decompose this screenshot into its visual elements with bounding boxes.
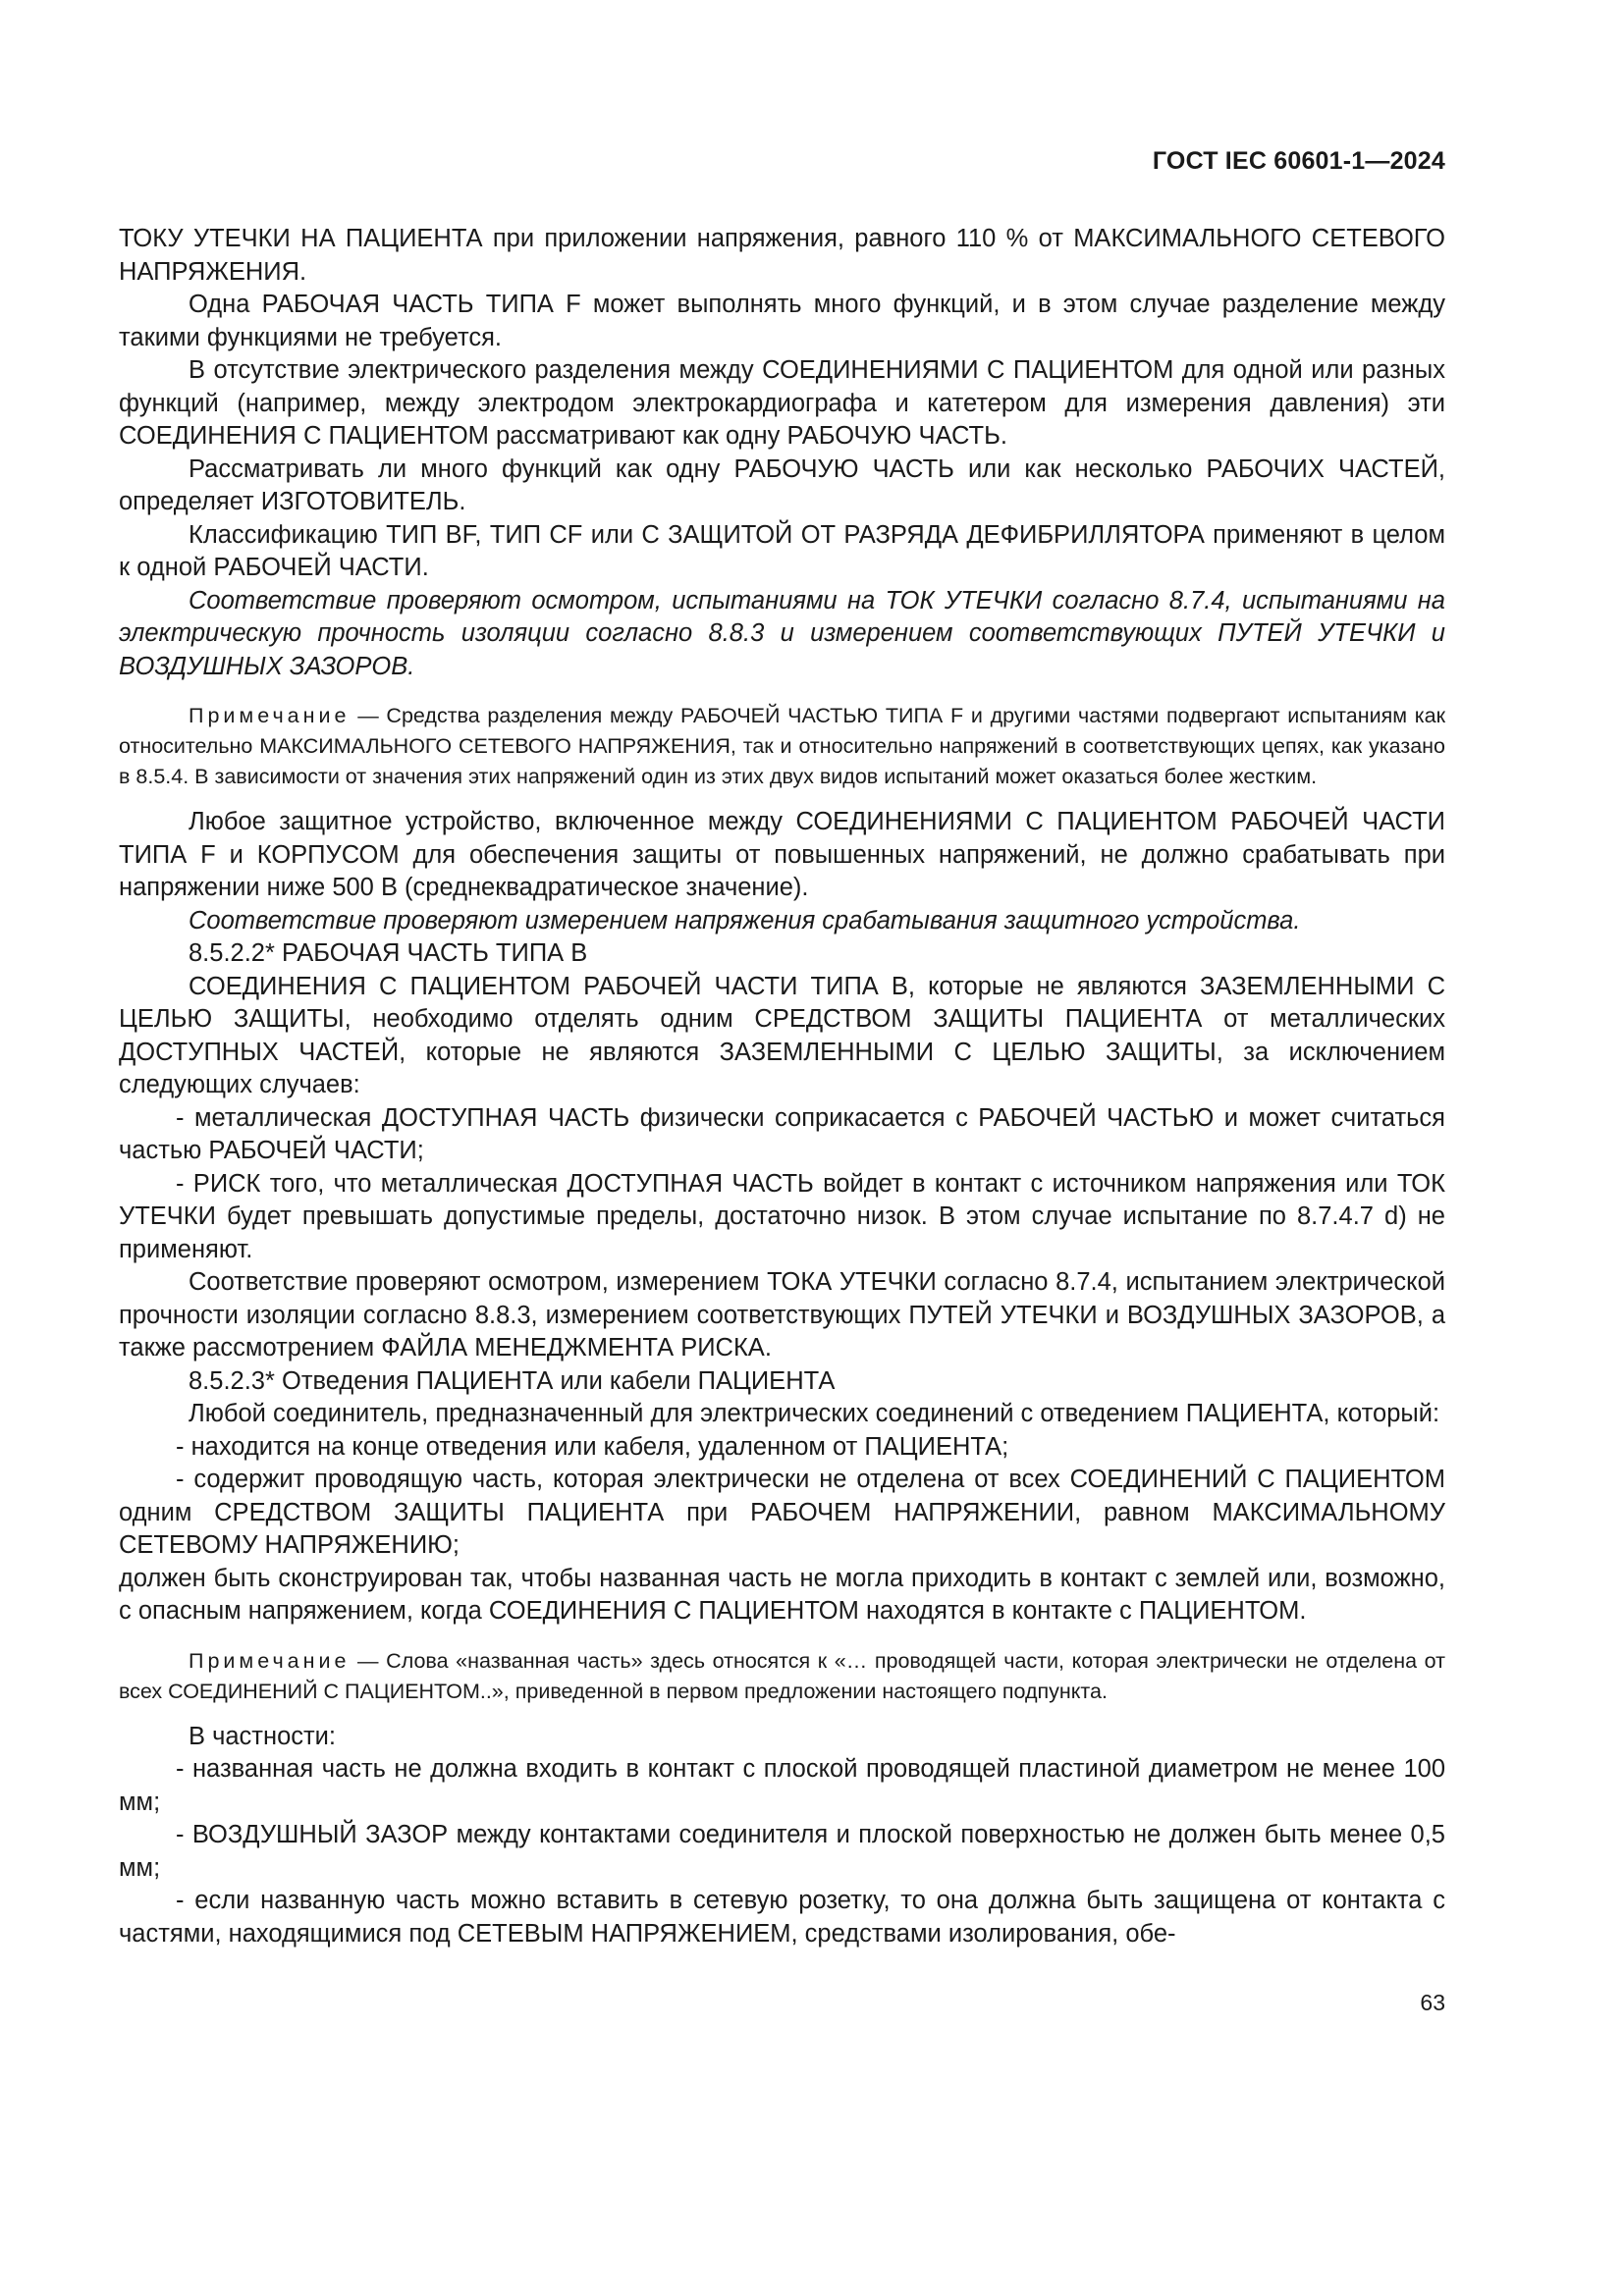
paragraph: Классификацию ТИП BF, ТИП CF или С ЗАЩИТОЙ ОТ РАЗРЯДА ДЕФИБРИЛЛЯТОРА применяют в целом к одной РАБОЧЕЙ ЧАСТИ. [119,520,1445,581]
list-item: - металлическая ДОСТУПНАЯ ЧАСТЬ физически соприкасается с РАБОЧЕЙ ЧАСТЬЮ и может считаться частью РАБОЧЕЙ ЧАСТИ; [119,1103,1445,1164]
list-item: - если названную часть можно вставить в сетевую розетку, то она должна быть защищена от контакта с частями, находящимися под СЕТЕВЫМ НАПРЯЖЕНИЕМ, средствами изолирования, обе- [119,1887,1445,1948]
paragraph: Одна РАБОЧАЯ ЧАСТЬ ТИПА F может выполнять много функций, и в этом случае разделение между такими функциями не требуется. [119,291,1445,351]
paragraph: Рассматривать ли много функций как одну РАБОЧУЮ ЧАСТЬ или как несколько РАБОЧИХ ЧАСТЕЙ, определяет ИЗГОТОВИТЕЛЬ. [119,454,1445,515]
list-item: - названная часть не должна входить в контакт с плоской проводящей пластиной диаметром не менее 100 мм; [119,1755,1445,1816]
paragraph: Соответствие проверяют осмотром, измерением ТОКА УТЕЧКИ согласно 8.7.4, испытанием электрической прочности изоляции согласно 8.8.3, измерением соответствующих ПУТЕЙ УТЕЧКИ и ВОЗДУШНЫХ ЗАЗОРОВ, а также рассмотрением ФАЙЛА МЕНЕДЖМЕНТА РИСКА. [119,1268,1445,1362]
list-item: - ВОЗДУШНЫЙ ЗАЗОР между контактами соединителя и плоской поверхностью не должен быть менее 0,5 мм; [119,1821,1445,1882]
list-item: - содержит проводящую часть, которая электрически не отделена от всех СОЕДИНЕНИЙ С ПАЦИЕНТОМ одним СРЕДСТВОМ ЗАЩИТЫ ПАЦИЕНТА при РАБОЧЕМ НАПРЯЖЕНИИ, равном МАКСИМАЛЬНОМУ СЕТЕВОМУ НАПРЯЖЕНИЮ; [119,1466,1445,1559]
note-label: Примечание [189,1648,351,1673]
page-number: 63 [1420,1990,1445,2015]
paragraph: Любое защитное устройство, включенное между СОЕДИНЕНИЯМИ С ПАЦИЕНТОМ РАБОЧЕЙ ЧАСТИ ТИПА F и КОРПУСОМ для обеспечения защиты от повышенных напряжений, не должно срабатывать при напряжении ниже 500 В (среднеквадратическое значение). [119,808,1445,901]
note [119,701,1445,792]
paragraph: ТОКУ УТЕЧКИ НА ПАЦИЕНТА при приложении напряжения, равного 110 % от МАКСИМАЛЬНОГО СЕТЕВОГО НАПРЯЖЕНИЯ. [119,225,1445,286]
note [119,1646,1445,1707]
paragraph: СОЕДИНЕНИЯ С ПАЦИЕНТОМ РАБОЧЕЙ ЧАСТИ ТИПА B, которые не являются ЗАЗЕМЛЕННЫМИ С ЦЕЛЬЮ ЗАЩИТЫ, необходимо отделять одним СРЕДСТВОМ ЗАЩИТЫ ПАЦИЕНТА от металлических ДОСТУПНЫХ ЧАСТЕЙ, которые не являются ЗАЗЕМЛЕННЫМИ С ЦЕЛЬЮ ЗАЩИТЫ, за исключением следующих случаев: [119,972,1445,1098]
compliance-paragraph: Соответствие проверяют осмотром, испытаниями на ТОК УТЕЧКИ согласно 8.7.4, испытаниями на электрическую прочность изоляции согласно 8.8.3 и измерением соответствующих ПУТЕЙ УТЕЧКИ и ВОЗДУШНЫХ ЗАЗОРОВ. [119,586,1445,680]
section-heading: 8.5.2.3* Отведения ПАЦИЕНТА или кабели ПАЦИЕНТА [189,1366,836,1395]
document-body [119,223,1445,1950]
compliance-paragraph: Соответствие проверяют измерением напряжения срабатывания защитного устройства. [189,906,1301,934]
paragraph: должен быть сконструирован так, чтобы названная часть не могла приходить в контакт с землей или, возможно, с опасным напряжением, когда СОЕДИНЕНИЯ С ПАЦИЕНТОМ находятся в контакте с ПАЦИЕНТОМ. [119,1564,1445,1625]
list-item: - РИСК того, что металлическая ДОСТУПНАЯ ЧАСТЬ войдет в контакт с источником напряжения или ТОК УТЕЧКИ будет превышать допустимые пределы, достаточно низок. В этом случае испытание по 8.7.4.7 d) не применяют. [119,1169,1445,1263]
paragraph: Любой соединитель, предназначенный для электрических соединений с отведением ПАЦИЕНТА, который: [189,1400,1440,1427]
section-heading: 8.5.2.2* РАБОЧАЯ ЧАСТЬ ТИПА B [189,939,588,967]
list-item: - находится на конце отведения или кабеля, удаленном от ПАЦИЕНТА; [176,1432,1009,1461]
note-label: Примечание [189,704,351,727]
note-text: — Слова «названная часть» здесь относятся к «… проводящей части, которая электрически не отделена от всех СОЕДИНЕНИЙ С ПАЦИЕНТОМ..», приведенной в первом предложении настоящего подпункта. [119,1648,1445,1703]
paragraph: В отсутствие электрического разделения между СОЕДИНЕНИЯМИ С ПАЦИЕНТОМ для одной или разных функций (например, между электродом электрокардиографа и катетером для измерения давления) эти СОЕДИНЕНИЯ С ПАЦИЕНТОМ рассматривают как одну РАБОЧУЮ ЧАСТЬ. [119,356,1445,450]
paragraph: В частности: [189,1722,337,1750]
note-text: — Средства разделения между РАБОЧЕЙ ЧАСТЬЮ ТИПА F и другими частями подвергают испытаниям как относительно МАКСИМАЛЬНОГО СЕТЕВОГО НАПРЯЖЕНИЯ, так и относительно напряжений в соответствующих цепях, как указано в 8.5.4. В зависимости от значения этих напряжений один из этих двух видов испытаний может оказаться более жестким. [119,704,1445,788]
document-header: ГОСТ IEC 60601-1—2024 [1152,147,1445,175]
